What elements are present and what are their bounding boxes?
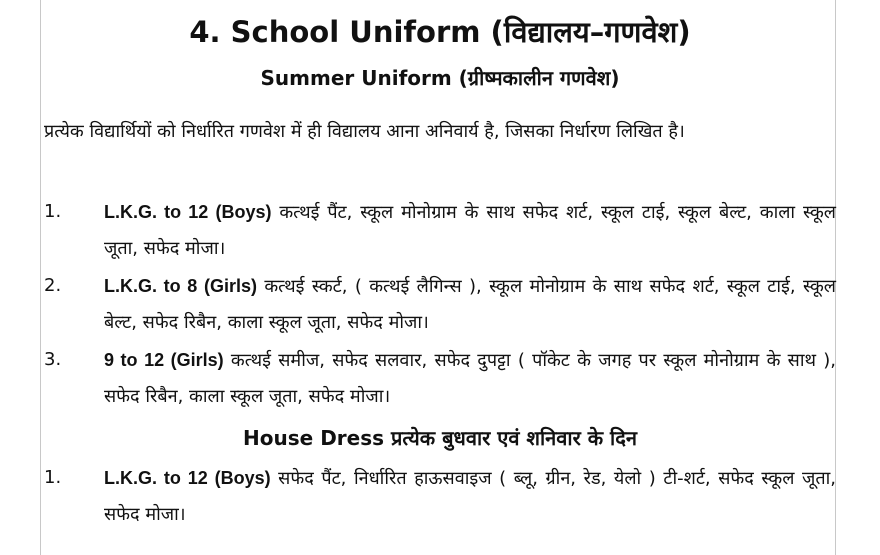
- item-text: [104, 460, 836, 533]
- item-lead: 9 to 12 (Girls): [104, 350, 224, 370]
- item-description: कत्थई समीज, सफेद सलवार, सफेद दुपट्टा ( पॉकेट के जगह पर स्कूल मोनोग्राम के साथ ), सफेद रिबैन, काला स्कूल जूता, सफेद मोजा।: [104, 350, 837, 407]
- item-description: कत्थई स्कर्ट, ( कत्थई लैगिन्स ), स्कूल मोनोग्राम के साथ सफेद शर्ट, स्कूल टाई, स्कूल बेल्ट, सफेद रिबैन, काला स्कूल जूता, सफेद मोजा।: [104, 276, 836, 333]
- item-number: 1.: [44, 201, 62, 222]
- item-text: [104, 342, 836, 415]
- item-text: [104, 268, 836, 341]
- item-lead: L.K.G. to 8 (Girls): [104, 276, 257, 296]
- item-description: सफेद पैंट, निर्धारित हाऊसवाइज ( ब्लू, ग्रीन, रेड, येलो ) टी-शर्ट, सफेद स्कूल जूता, सफेद मोजा।: [104, 468, 837, 525]
- item-number: 2.: [44, 275, 62, 296]
- list-item: [44, 342, 836, 415]
- page-title: 4. School Uniform (विद्यालय–गणवेश): [189, 15, 691, 49]
- intro-paragraph: प्रत्येक विद्यार्थियों को निर्धारित गणवेश में ही विद्यालय आना अनिवार्य है, जिसका निर्धारण लिखित है।: [44, 121, 685, 142]
- item-number: 1.: [44, 467, 62, 488]
- list-item: [44, 268, 836, 341]
- item-lead: L.K.G. to 12 (Boys): [104, 468, 271, 488]
- item-number: 3.: [44, 349, 62, 370]
- item-description: कत्थई पैंट, स्कूल मोनोग्राम के साथ सफेद शर्ट, स्कूल टाई, स्कूल बेल्ट, काला स्कूल जूता, सफेद मोजा।: [104, 202, 836, 259]
- item-lead: L.K.G. to 12 (Boys): [104, 202, 272, 222]
- list-item: [44, 460, 836, 533]
- page-subtitle: Summer Uniform (ग्रीष्मकालीन गणवेश): [260, 66, 620, 90]
- list-item: [44, 194, 836, 267]
- item-text: [104, 194, 836, 267]
- house-dress-heading: House Dress प्रत्येक बुधवार एवं शनिवार के दिन: [243, 426, 637, 450]
